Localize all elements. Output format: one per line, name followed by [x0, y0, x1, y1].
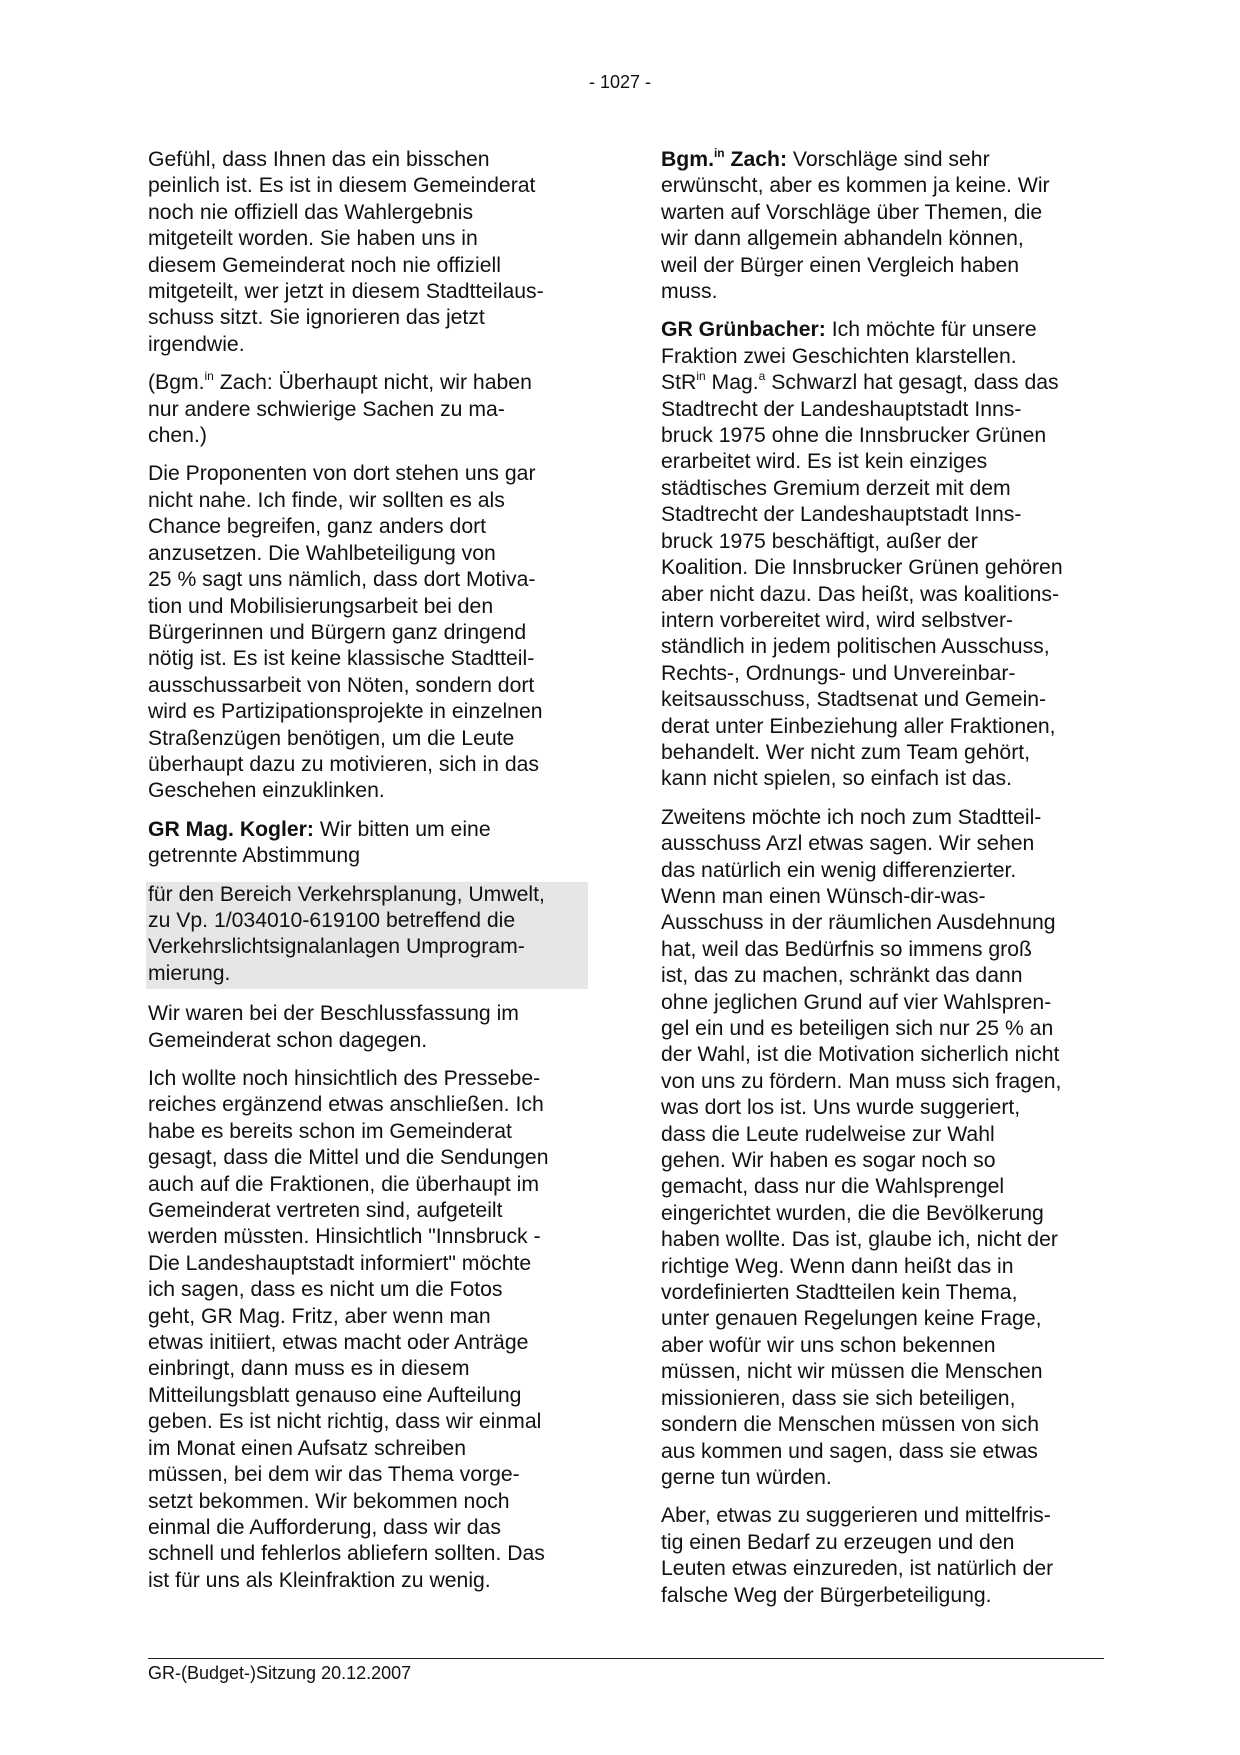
text-line: unter genauen Regelungen keine Frage,: [661, 1307, 1042, 1331]
text-line: Leuten etwas einzureden, ist natürlich der: [661, 1557, 1054, 1581]
text-line: Gemeinderat schon dagegen.: [148, 1028, 428, 1052]
speaker-name: Bgm.$^{in}$ Zach:: [661, 146, 788, 171]
text-line: irgendwie.: [148, 332, 245, 356]
text-line: Mitteilungsblatt genauso eine Aufteilung: [148, 1383, 522, 1407]
left-column: [148, 147, 588, 1606]
text-line: Stadtrecht der Landeshauptstadt Inns-: [661, 397, 1022, 421]
footer-session-label: GR-(Budget-)Sitzung 20.12.2007: [148, 1663, 412, 1683]
text-line: bruck 1975 ohne die Innsbrucker Grünen: [661, 424, 1047, 448]
text-line: von uns zu fördern. Man muss sich fragen,: [661, 1069, 1062, 1093]
text-line: gehen. Wir haben es sogar noch so: [661, 1149, 996, 1173]
text-line: aus kommen und sagen, dass sie etwas: [661, 1439, 1038, 1463]
text-line: wir dann allgemein abhandeln können,: [661, 227, 1024, 251]
text-line: (Bgm.$^{in}$ Zach: Überhaupt nicht, wir haben: [148, 369, 532, 395]
text-line: anzusetzen. Die Wahlbeteiligung von: [148, 541, 496, 565]
paragraph: [148, 1001, 588, 1054]
text-line: 25 % sagt uns nämlich, dass dort Motiva-: [148, 568, 536, 592]
text-line: Stadtrecht der Landeshauptstadt Inns-: [661, 503, 1022, 527]
text-line: Bgm.$^{in}$ Zach: Vorschläge sind sehr: [661, 146, 990, 171]
text-line: Ausschuss in der räumlichen Ausdehnung: [661, 911, 1056, 935]
text-line: diesem Gemeinderat noch nie offiziell: [148, 253, 501, 277]
text-line: GR Grünbacher: Ich möchte für unsere: [661, 318, 1037, 342]
text-line: Wenn man einen Wünsch-dir-was-: [661, 884, 986, 908]
text-line: ausschuss Arzl etwas sagen. Wir sehen: [661, 832, 1035, 856]
text-line: für den Bereich Verkehrsplanung, Umwelt,: [148, 882, 545, 906]
text-line: Geschehen einzuklinken.: [148, 779, 385, 803]
text-line: mitgeteilt worden. Sie haben uns in: [148, 227, 478, 251]
text-line: ich sagen, dass es nicht um die Fotos: [148, 1278, 503, 1302]
text-line: muss.: [661, 280, 718, 304]
text-line: das natürlich ein wenig differenzierter.: [661, 858, 1017, 882]
text-line: Rechts-, Ordnungs- und Unvereinbar-: [661, 661, 1016, 685]
speaker-paragraph: [661, 317, 1101, 792]
text-line: getrennte Abstimmung: [148, 844, 360, 868]
paragraph: [661, 1503, 1101, 1609]
text-line: StR$^{in}$ Mag.$^a$ Schwarzl hat gesagt, dass das: [661, 369, 1059, 395]
text-line: Verkehrslichtsignalanlagen Umprogram-: [148, 935, 525, 959]
text-line: gel ein und es beteiligen sich nur 25 % an: [661, 1017, 1054, 1040]
text-line: gemacht, dass nur die Wahlsprengel: [661, 1175, 1005, 1199]
text-line: haben wollte. Das ist, glaube ich, nicht der: [661, 1228, 1058, 1252]
text-line: keitsausschuss, Stadtsenat und Gemein-: [661, 688, 1047, 712]
text-line: dass die Leute rudelweise zur Wahl: [661, 1122, 995, 1146]
paragraph: [661, 805, 1101, 1492]
text-line: nur andere schwierige Sachen zu ma-: [148, 397, 505, 421]
text-line: schuss sitzt. Sie ignorieren das jetzt: [148, 306, 485, 330]
text-line: Fraktion zwei Geschichten klarstellen.: [661, 344, 1017, 368]
text-line: weil der Bürger einen Vergleich haben: [661, 253, 1020, 277]
text-line: behandelt. Wer nicht zum Team gehört,: [661, 740, 1031, 764]
speaker-name: GR Mag. Kogler:: [148, 817, 314, 841]
text-line: nötig ist. Es ist keine klassische Stadtteil-: [148, 647, 535, 671]
highlighted-motion: [146, 882, 588, 990]
text-line: müssen, bei dem wir das Thema vorge-: [148, 1463, 520, 1487]
text-line: Straßenzügen benötigen, um die Leute: [148, 726, 515, 750]
text-line: ständlich in jedem politischen Ausschuss,: [661, 635, 1050, 659]
text-line: ausschussarbeit von Nöten, sondern dort: [148, 673, 535, 697]
text-line: schnell und fehlerlos abliefern sollten. Das: [148, 1542, 545, 1566]
text-line: hat, weil das Bedürfnis so immens groß: [661, 937, 1032, 961]
text-line: erarbeitet wird. Es ist kein einziges: [661, 450, 988, 474]
text-line: müssen, nicht wir müssen die Menschen: [661, 1360, 1043, 1384]
text-line: ist, das zu machen, schränkt das dann: [661, 964, 1023, 988]
text-line: gerne tun würden.: [661, 1465, 832, 1489]
paragraph: [148, 147, 588, 358]
text-line: städtisches Gremium derzeit mit dem: [661, 476, 1011, 500]
speaker-paragraph: [148, 817, 588, 870]
text-line: gesagt, dass die Mittel und die Sendungen: [148, 1146, 549, 1170]
text-line: richtige Weg. Wenn dann heißt das in: [661, 1254, 1014, 1278]
text-line: Aber, etwas zu suggerieren und mittelfris-: [661, 1504, 1051, 1528]
paragraph: [148, 461, 588, 804]
text-line: falsche Weg der Bürgerbeteiligung.: [661, 1583, 992, 1607]
text-line: peinlich ist. Es ist in diesem Gemeinderat: [148, 174, 536, 198]
text-line: im Monat einen Aufsatz schreiben: [148, 1436, 466, 1460]
text-line: etwas initiiert, etwas macht oder Anträge: [148, 1331, 529, 1355]
text-line: mierung.: [148, 961, 231, 985]
text-line: geben. Es ist nicht richtig, dass wir einmal: [148, 1410, 542, 1434]
text-line: Koalition. Die Innsbrucker Grünen gehören: [661, 556, 1063, 580]
text-line: einbringt, dann muss es in diesem: [148, 1357, 470, 1381]
text-line: habe es bereits schon im Gemeinderat: [148, 1119, 512, 1143]
text-line: nicht nahe. Ich finde, wir sollten es als: [148, 488, 505, 512]
text-line: werden müssten. Hinsichtlich "Innsbruck -: [148, 1225, 541, 1249]
text-line: warten auf Vorschläge über Themen, die: [661, 200, 1043, 224]
text-line: aber nicht dazu. Das heißt, was koalitions-: [661, 582, 1060, 606]
text-line: auch auf die Fraktionen, die überhaupt im: [148, 1172, 540, 1196]
text-line: bruck 1975 beschäftigt, außer der: [661, 529, 978, 553]
text-line: Die Landeshauptstadt informiert" möchte: [148, 1251, 532, 1275]
text-line: sondern die Menschen müssen von sich: [661, 1413, 1040, 1437]
text-line: Chance begreifen, ganz anders dort: [148, 515, 487, 539]
text-line: tion und Mobilisierungsarbeit bei den: [148, 594, 494, 618]
text-line: GR Mag. Kogler: Wir bitten um eine: [148, 817, 491, 841]
text-line: wird es Partizipationsprojekte in einzelnen: [148, 700, 543, 724]
text-line: setzt bekommen. Wir bekommen noch: [148, 1489, 510, 1513]
text-line: derat unter Einbeziehung aller Fraktionen,: [661, 714, 1056, 738]
speaker-paragraph: [661, 147, 1101, 305]
speaker-name: GR Grünbacher:: [661, 318, 826, 342]
text-line: chen.): [148, 424, 207, 448]
text-line: ohne jeglichen Grund auf vier Wahlspren-: [661, 990, 1052, 1014]
text-line: Gefühl, dass Ihnen das ein bisschen: [148, 148, 490, 171]
text-line: einmal die Aufforderung, dass wir das: [148, 1515, 501, 1539]
text-line: Ich wollte noch hinsichtlich des Pressebe-: [148, 1067, 541, 1090]
text-line: tig einen Bedarf zu erzeugen und den: [661, 1530, 1015, 1554]
text-line: erwünscht, aber es kommen ja keine. Wir: [661, 174, 1050, 198]
text-line: zu Vp. 1/034010-619100 betreffend die: [148, 908, 516, 932]
text-line: reiches ergänzend etwas anschließen. Ich: [148, 1093, 544, 1117]
text-line: mitgeteilt, wer jetzt in diesem Stadtteilaus-: [148, 280, 544, 304]
text-line: aber wofür wir uns schon bekennen: [661, 1333, 996, 1357]
text-line: Wir waren bei der Beschlussfassung im: [148, 1002, 519, 1026]
text-line: missionieren, dass sie sich beteiligen,: [661, 1386, 1016, 1410]
text-line: noch nie offiziell das Wahlergebnis: [148, 200, 474, 224]
text-line: Zweitens möchte ich noch zum Stadtteil-: [661, 805, 1042, 829]
page-number: - 1027 -: [588, 72, 652, 92]
text-line: Gemeinderat vertreten sind, aufgeteilt: [148, 1199, 503, 1223]
text-line: kann nicht spielen, so einfach ist das.: [661, 767, 1012, 791]
text-line: vordefinierten Stadtteilen kein Thema,: [661, 1281, 1018, 1305]
text-line: der Wahl, ist die Motivation sicherlich nicht: [661, 1043, 1060, 1067]
text-line: geht, GR Mag. Fritz, aber wenn man: [148, 1304, 491, 1328]
text-line: Bürgerinnen und Bürgern ganz dringend: [148, 620, 527, 644]
text-line: eingerichtet wurden, die die Bevölkerung: [661, 1201, 1044, 1225]
text-line: ist für uns als Kleinfraktion zu wenig.: [148, 1568, 491, 1592]
text-line: was dort los ist. Uns wurde suggeriert,: [661, 1096, 1021, 1120]
interjection-paragraph: [148, 370, 588, 449]
text-line: Die Proponenten von dort stehen uns gar: [148, 462, 536, 486]
paragraph: [148, 1066, 588, 1594]
text-line: intern vorbereitet wird, wird selbstver-: [661, 608, 1014, 632]
text-line: überhaupt dazu zu motivieren, sich in das: [148, 752, 540, 776]
right-column: [661, 147, 1101, 1621]
footer-divider: [148, 1658, 1104, 1659]
